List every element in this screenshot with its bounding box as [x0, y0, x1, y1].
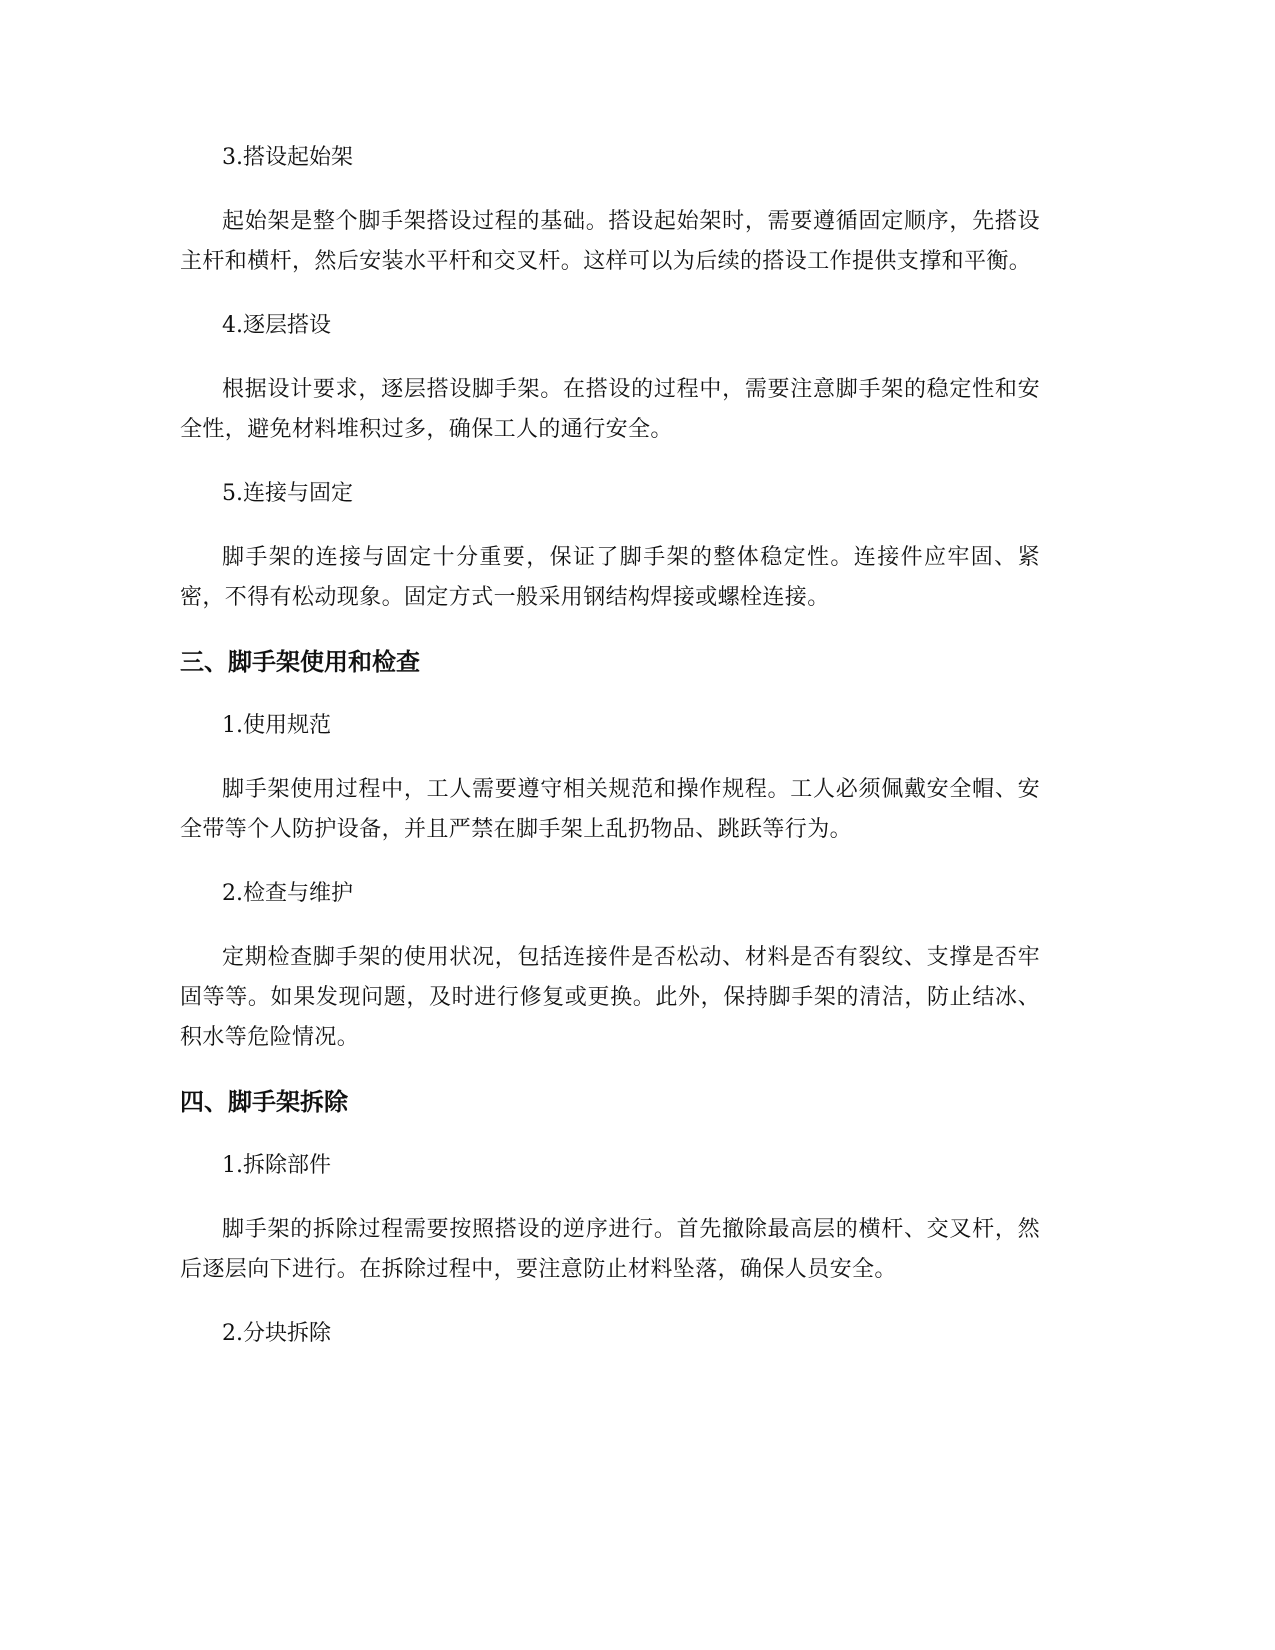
paragraph-inspection-maintenance: 定期检查脚手架的使用状况，包括连接件是否松动、材料是否有裂纹、支撑是否牢固等等。如果发现问题，及时进行修复或更换。此外，保持脚手架的清洁，防止结冰、积水等危险情况。	[180, 945, 1040, 1050]
paragraph-starting-frame: 起始架是整个脚手架搭设过程的基础。搭设起始架时，需要遵循固定顺序，先搭设主杆和横杆，然后安装水平杆和交叉杆。这样可以为后续的搭设工作提供支撑和平衡。	[180, 209, 1040, 274]
paragraph-usage-rules: 脚手架使用过程中，工人需要遵守相关规范和操作规程。工人必须佩戴安全帽、安全带等个人防护设备，并且严禁在脚手架上乱扔物品、跳跃等行为。	[180, 777, 1040, 842]
paragraph-connect-and-fix: 脚手架的连接与固定十分重要，保证了脚手架的整体稳定性。连接件应牢固、紧密，不得有松动现象。固定方式一般采用钢结构焊接或螺栓连接。	[180, 545, 1040, 610]
section-heading-use-and-inspection: 三、脚手架使用和检查	[180, 648, 420, 676]
item-title-3-erect-starting-frame: 3.搭设起始架	[222, 145, 353, 170]
paragraph-layer-by-layer: 根据设计要求，逐层搭设脚手架。在搭设的过程中，需要注意脚手架的稳定性和安全性，避免材料堆积过多，确保工人的通行安全。	[180, 377, 1040, 442]
item-title-5-connect-and-fix: 5.连接与固定	[222, 481, 353, 506]
item-title-4-layer-by-layer: 4.逐层搭设	[222, 313, 331, 338]
item-title-2-inspection-maintenance: 2.检查与维护	[222, 881, 353, 906]
item-title-2-block-removal: 2.分块拆除	[222, 1321, 331, 1346]
item-title-1-remove-parts: 1.拆除部件	[222, 1153, 331, 1178]
item-title-1-usage-rules: 1.使用规范	[222, 713, 331, 738]
paragraph-remove-parts: 脚手架的拆除过程需要按照搭设的逆序进行。首先撤除最高层的横杆、交叉杆，然后逐层向下进行。在拆除过程中，要注意防止材料坠落，确保人员安全。	[180, 1217, 1040, 1282]
section-heading-dismantling: 四、脚手架拆除	[180, 1088, 348, 1116]
document-body	[180, 138, 1040, 1378]
